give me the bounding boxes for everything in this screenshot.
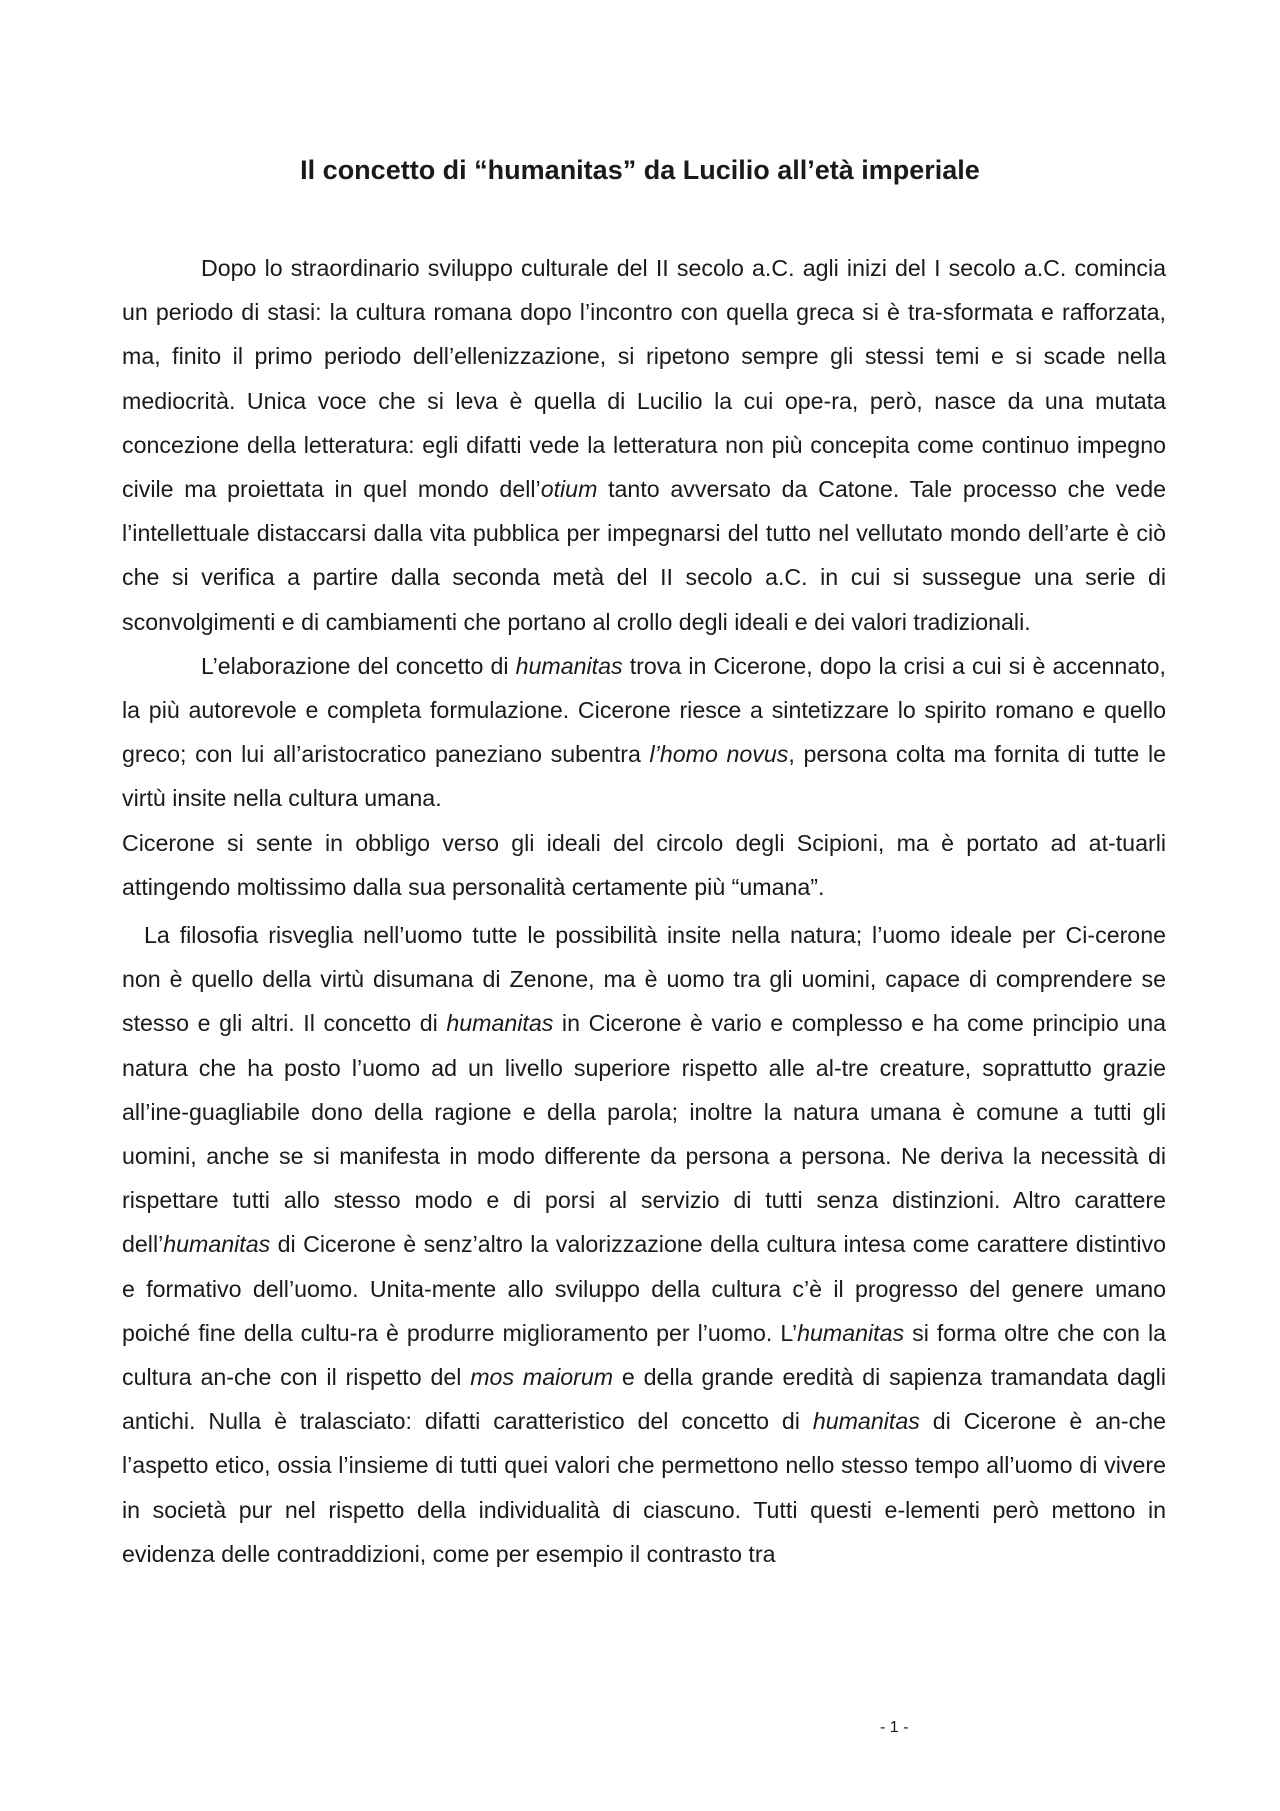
- italic-text: humanitas: [515, 652, 623, 679]
- text-run: si forma oltre che con la cultura an-che con il rispetto del: [122, 1319, 1166, 1391]
- italic-text: mos maiorum: [470, 1364, 614, 1391]
- paragraph: [122, 821, 1166, 909]
- text-run: di Cicerone è senz’altro la valorizzazione della cultura intesa come carattere distintivo e formativo dell’uomo. Unita-mente allo sviluppo della cultura c’è il progresso del genere umano poiché fine della cultu-ra è produrre miglioramento per l’uomo. L’: [122, 1231, 1166, 1346]
- text-run: , persona colta ma fornita di tutte le virtù insite nella cultura umana.: [122, 741, 1167, 812]
- italic-text: humanitas: [446, 1010, 554, 1037]
- text-run: in Cicerone è vario e complesso e ha come principio una natura che ha posto l’uomo ad un livello superiore rispetto alle al-tre creature, soprattutto grazie all’ine-guagliabile dono della ragione e della parola; inoltre la natura umana è comune a tutti gli uomini, anche se si manifesta in modo differente da persona a persona. Ne deriva la necessità di rispettare tutti allo stesso modo e di porsi al servizio di tutti senza distinzioni. Altro carattere dell’: [122, 1010, 1166, 1258]
- text-run: L’elaborazione del concetto di: [201, 652, 516, 679]
- paragraph: [122, 644, 1166, 821]
- paragraph: [122, 913, 1166, 1576]
- document-title: Il concetto di “humanitas” da Lucilio all’età imperiale: [300, 155, 980, 185]
- text-run: Dopo lo straordinario sviluppo culturale del II secolo a.C. agli inizi del I secolo a.C. comincia un periodo di stasi: la cultura romana dopo l’incontro con quella greca si è tra-sformata e rafforzata, ma, finito il primo periodo dell’ellenizzazione, si ripetono sempre gli stessi temi e si scade nella mediocrità. Unica voce che si leva è quella di Lucilio la cui ope-ra, però, nasce da una mutata concezione della letteratura: egli difatti vede la letteratura non più concepita come continuo impegno civile ma proiettata in quel mondo dell’: [122, 255, 1166, 503]
- italic-text: humanitas: [797, 1319, 905, 1346]
- italic-text: humanitas: [812, 1408, 920, 1435]
- italic-text: otium: [540, 476, 598, 503]
- italic-text: humanitas: [163, 1231, 271, 1258]
- text-run: tanto avversato da Catone. Tale processo che vede l’intellettuale distaccarsi dalla vita pubblica per impegnarsi del tutto nel vellutato mondo dell’arte è ciò che si verifica a partire dalla seconda metà del II secolo a.C. in cui si sussegue una serie di sconvolgimenti e di cambiamenti che portano al crollo degli ideali e dei valori tradizionali.: [122, 476, 1166, 635]
- paragraph: [122, 246, 1166, 644]
- document-body: [122, 246, 1166, 1576]
- text-run: di Cicerone è an-che l’aspetto etico, ossia l’insieme di tutti quei valori che permettono nello stesso tempo all’uomo di vivere in società pur nel rispetto della individualità di ciascuno. Tutti questi e-lementi però mettono in evidenza delle contraddizioni, come per esempio il contrasto tra: [122, 1408, 1167, 1567]
- text-run: Cicerone si sente in obbligo verso gli ideali del circolo degli Scipioni, ma è portato ad at-tuarli attingendo moltissimo dalla sua personalità certamente più “umana”.: [122, 829, 1166, 900]
- text-run: e della grande eredità di sapienza tramandata dagli antichi. Nulla è tralasciato: difatti caratteristico del concetto di: [122, 1364, 1166, 1435]
- text-run: La filosofia risveglia nell’uomo tutte le possibilità insite nella natura; l’uomo ideale per Ci-cerone non è quello della virtù disumana di Zenone, ma è uomo tra gli uomini, capace di comprendere se stesso e gli altri. Il concetto di: [122, 922, 1166, 1037]
- italic-text: l’homo novus: [649, 741, 789, 768]
- text-run: trova in Cicerone, dopo la crisi a cui si è accennato, la più autorevole e completa formulazione. Cicerone riesce a sintetizzare lo spirito romano e quello greco; con lui all’aristocratico paneziano subentra: [122, 652, 1167, 768]
- page-number: - 1 -: [880, 1719, 909, 1736]
